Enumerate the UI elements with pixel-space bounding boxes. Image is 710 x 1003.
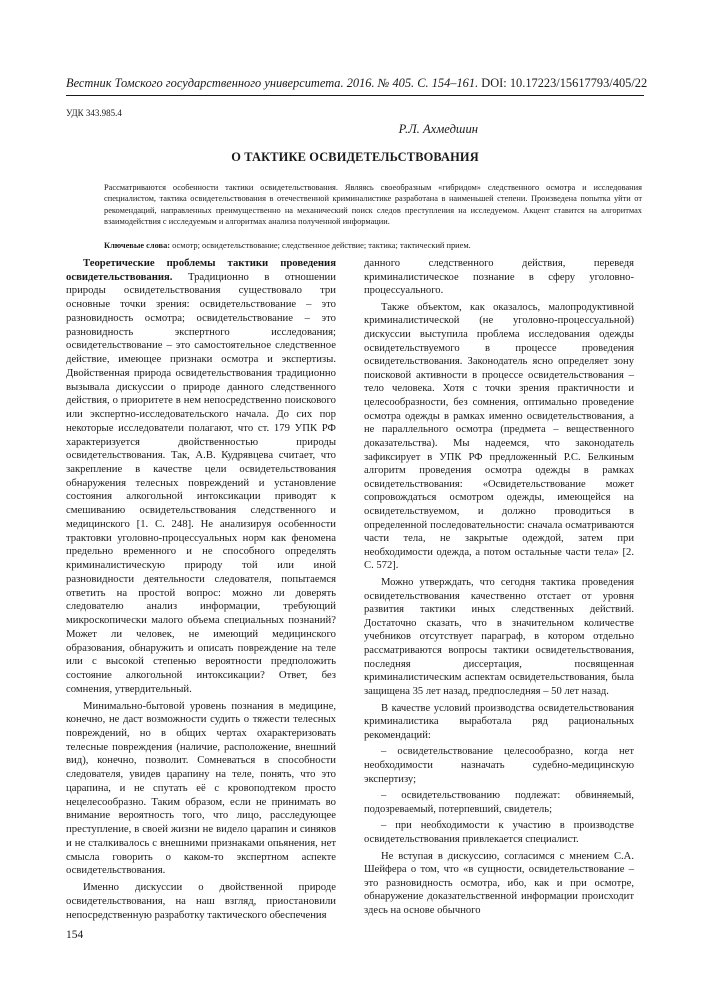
paragraph-continued: данного следственного действия, переведя криминалистическое познание в сферу уголовно-процессуального. <box>364 258 634 297</box>
keywords <box>104 240 642 251</box>
list-item: – освидетельствование целесообразно, когда нет необходимости назначать судебно-медицинскую экспертизу; <box>364 746 634 785</box>
left-column <box>66 257 336 925</box>
journal-citation: Вестник Томского государственного университета. 2016. № 405. С. 154–161. <box>66 76 479 90</box>
udc-code: УДК 343.985.4 <box>66 108 122 118</box>
journal-header <box>66 76 646 90</box>
header-divider <box>66 95 644 96</box>
paragraph <box>66 257 336 697</box>
doi-link[interactable]: DOI: 10.17223/15617793/405/22 <box>478 76 648 90</box>
paragraph-text: Традиционно в отношении природы освидетельствования существовало три основные точки зрения: освидетельствование – это разновидность осмотра; освидетельствование – это разновидность экспертного исследования; освидетельствование – это самостоятельное следственное действие, имеющее признаки осмотра и экспертизы. Двойственная природа освидетельствования традиционно вызывала дискуссии о природе данного следственного действия, о приоритете в нем непосредственно поискового или экспертно-исследовательского начала. До сих пор некоторые исследователи полагают, что ст. 179 УПК РФ характеризуется двойственностью природы освидетельствования. Так, А.В. Кудрявцева считает, что закрепление в качестве цели освидетельствования обнаружения телесных повреждений и установление состояния алкогольной интоксикации приводят к смешиванию освидетельствования следственного и медицинского [1. С. 248]. Не анализируя особенности трактовки уголовно-процессуальных норм как феномена предельно временного и не способного определять криминалистическую природу той или иной разновидности деятельности следователя, попытаемся ответить на простой вопрос: можно ли доверять следователю анализ информации, требующий микроскопически малого объема специальных познаний? Может ли человек, не имеющий медицинского образования, обнаружить и описать повреждение на теле или с высокой степенью вероятности предположить состояние алкогольной интоксикации? Ответ, без сомнения, утвердительный. <box>66 270 336 695</box>
paragraph: Именно дискуссии о двойственной природе освидетельствования, на наш взгляд, приостановили непосредственную разработку тактического обеспечения <box>66 881 336 921</box>
paragraph: Можно утверждать, что сегодня тактика проведения освидетельствования качественно отстает от уровня развития тактики иных следственных действий. Достаточно сказать, что в значительном количестве учебников отсутствует параграф, в котором отдельно рассматриваются вопросы тактики освидетельствования, последняя диссертация, посвященная криминалистическим аспектам освидетельствования, была защищена 35 лет назад, предпоследняя – 50 лет назад. <box>364 577 634 697</box>
keywords-label: Ключевые слова: <box>104 241 171 250</box>
right-column <box>364 257 634 921</box>
list-item: – освидетельствованию подлежат: обвиняемый, подозреваемый, потерпевший, свидетель; <box>364 790 634 815</box>
author-name: Р.Л. Ахмедшин <box>398 122 478 136</box>
section-heading: Теоретические проблемы тактики проведения освидетельствования. <box>66 257 336 283</box>
paragraph: Не вступая в дискуссию, согласимся с мнением С.А. Шейфера о том, что «в сущности, освидетельствование – это разновидность осмотра, ибо, как и при осмотре, обнаружение доказательственной информации происходит здесь на основе обычного <box>364 850 634 917</box>
paragraph: Минимально-бытовой уровень познания в медицине, конечно, не даст возможности судить о тяжести телесных повреждений, но в общих чертах охарактеризовать телесные повреждения (наличие, расположение, внешний вид), конечно, позволит. Сомневаться в способности следователя, увидев царапину на теле, понять, что это царапина, и не спутать её с кровоподтеком просто нецелесообразно. Таким образом, если не принимать во внимание вероятность того, что лицо, расследующее преступление, в своей жизни не видело царапин и синяков и не сталкивалось с внешними признаками опьянения, нет смысла говорить о каком-то экспертном аспекте освидетельствования. <box>66 699 336 877</box>
paragraph: В качестве условий производства освидетельствования криминалистика выработала ряд рациональных рекомендаций: <box>364 702 634 741</box>
list-item: – при необходимости к участию в производстве освидетельствования привлекается специалист. <box>364 820 634 845</box>
article-title: О ТАКТИКЕ ОСВИДЕТЕЛЬСТВОВАНИЯ <box>231 150 479 164</box>
page-number: 154 <box>66 929 84 941</box>
keywords-text: осмотр; освидетельствование; следственное действие; тактика; тактический прием. <box>170 241 471 250</box>
paragraph: Также объектом, как оказалось, малопродуктивной криминалистической (не уголовно-процессуальной) дискуссии выступила проблема исследования одежды освидетельствуемого в процессе проведения освидетельствования. Законодатель ясно определяет зону поисковой активности в процессе освидетельствования – тело человека. Хотя с точки зрения практичности и целесообразности, без сомнения, оптимально проведение осмотра одежды в рамках именно освидетельствования, а не параллельного осмотра (предмета – вещественного доказательства). Мы надеемся, что законодатель зафиксирует в УПК РФ предложенный Р.С. Белкиным алгоритм проведения осмотра одежды в рамках освидетельствования: «Освидетельствование может сопровождаться осмотром одежды, имеющейся на освидетельствуемом, и должно проводиться в определенной последовательности: сначала осматриваются части тела, не закрытые одеждой, затем при необходимости одежда, а потом остальные части тела» [2. С. 572]. <box>364 301 634 572</box>
abstract: Рассматриваются особенности тактики освидетельствования. Являясь своеобразным «гибридом» следственного осмотра и исследования специалистом, тактика освидетельствования в отечественной криминалистике разработана в наименьшей степени. Произведена попытка уйти от рекомендаций, направленных преимущественно на механический поиск следов преступления на исследуемом. Акцент ставится на алгоритмах взаимодействия с исследуемым и алгоритмах анализа полученной информации. <box>104 183 642 227</box>
